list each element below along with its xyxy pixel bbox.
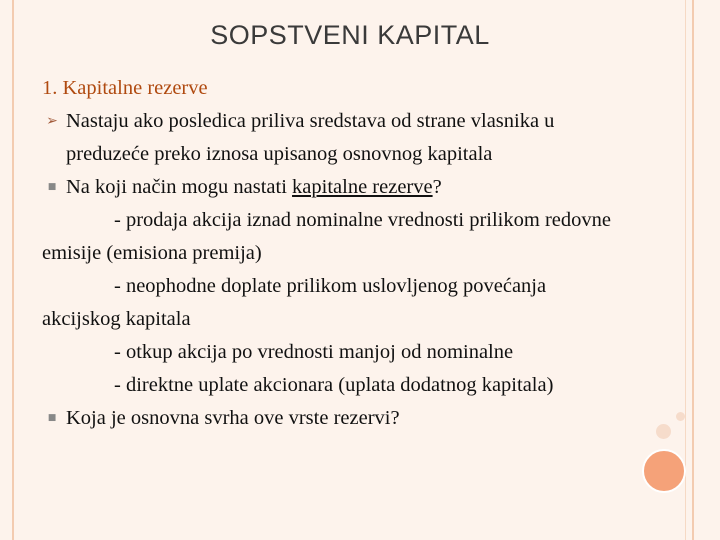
- sub-item-2-line-1: - neophodne doplate prilikom uslovljenog povećanja: [114, 275, 547, 297]
- sub-item-1-line-2: emisije (emisiona premija): [42, 242, 262, 264]
- bullet-3-text: Koja je osnovna svrha ove vrste rezervi?: [66, 407, 400, 429]
- sub-item-1-line-1: - prodaja akcija iznad nominalne vrednosti prilikom redovne: [114, 209, 611, 231]
- decorative-circle-large: [642, 449, 686, 493]
- square-bullet-icon: ■: [47, 182, 57, 192]
- square-bullet-icon: ■: [47, 413, 57, 423]
- bullet-2-underlined-term: kapitalne rezerve: [292, 176, 433, 198]
- bullet-item-2: [42, 171, 702, 204]
- slide-title: SOPSTVENI KAPITAL: [210, 20, 490, 50]
- sub-item-2-line-2: akcijskog kapitala: [42, 308, 191, 330]
- sub-item-4: - direktne uplate akcionara (uplata dodatnog kapitala): [114, 374, 554, 396]
- slide-content: [42, 72, 702, 435]
- bullet-item-1: [42, 105, 702, 138]
- bullet-2-suffix: ?: [432, 176, 442, 198]
- section-heading: 1. Kapitalne rezerve: [42, 77, 208, 99]
- sub-item-3: - otkup akcija po vrednosti manjoj od nominalne: [114, 341, 514, 363]
- bullet-1-text-line-2: preduzeće preko iznosa upisanog osnovnog kapitala: [66, 143, 493, 165]
- arrow-bullet-icon: ➢: [46, 113, 58, 129]
- bullet-1-text-line-1: Nastaju ako posledica priliva sredstava od strane vlasnika u: [66, 110, 555, 132]
- bullet-item-3: [42, 402, 702, 435]
- frame-line-left: [12, 0, 14, 540]
- bullet-2-prefix: Na koji način mogu nastati: [66, 176, 293, 198]
